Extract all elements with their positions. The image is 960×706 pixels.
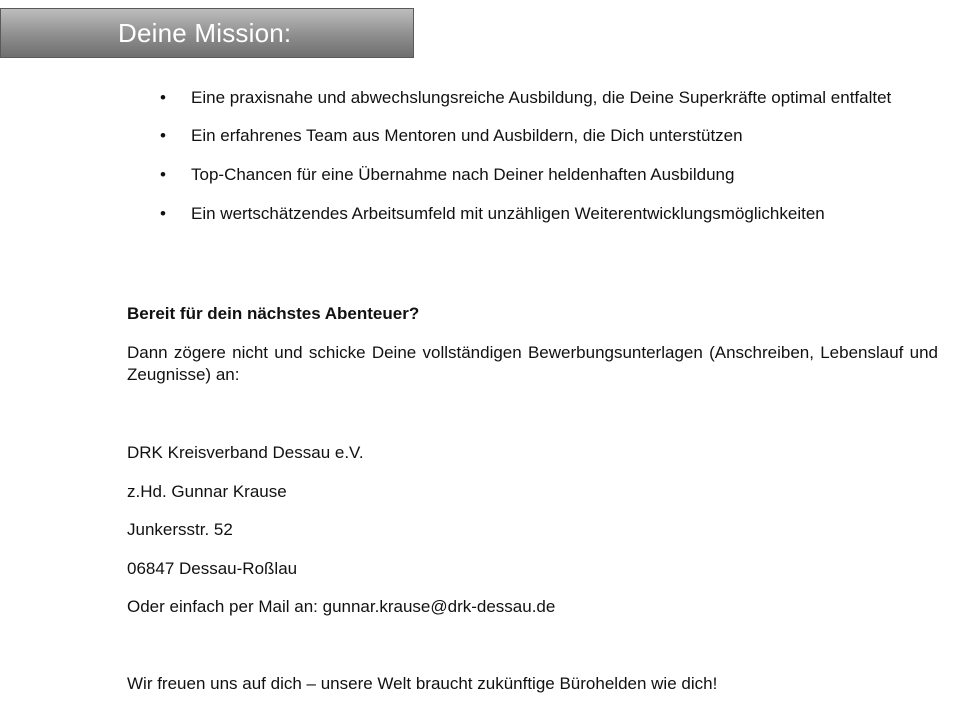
address-city: 06847 Dessau-Roßlau <box>127 559 298 578</box>
bullet-icon: • <box>160 126 166 145</box>
mission-header <box>0 8 414 58</box>
email-prefix: Oder einfach per Mail an: <box>127 597 323 616</box>
benefit-text: Ein erfahrenes Team aus Mentoren und Ausbildern, die Dich unterstützen <box>191 126 743 145</box>
address-street: Junkersstr. 52 <box>127 520 233 539</box>
benefit-text: Eine praxisnahe und abwechslungsreiche Ausbildung, die Deine Superkräfte optimal entfaltet <box>191 88 892 107</box>
mission-title: Deine Mission: <box>118 18 292 48</box>
application-text: Dann zögere nicht und schicke Deine vollständigen Bewerbungsunterlagen (Anschreiben, Lebenslauf und Zeugnisse) an: <box>127 343 938 384</box>
application-heading: Bereit für dein nächstes Abenteuer? <box>127 304 420 323</box>
benefit-item <box>158 164 938 186</box>
benefit-text: Top-Chancen für eine Übernahme nach Deiner heldenhaften Ausbildung <box>191 165 735 184</box>
benefit-item <box>158 125 938 147</box>
benefit-item <box>158 87 938 109</box>
benefits-list <box>158 87 938 225</box>
benefit-item <box>158 203 938 225</box>
email-line <box>127 596 938 618</box>
bullet-icon: • <box>160 88 166 107</box>
closing-text: Wir freuen uns auf dich – unsere Welt braucht zukünftige Bürohelden wie dich! <box>127 674 718 693</box>
bullet-icon: • <box>160 204 166 223</box>
address-attention: z.Hd. Gunnar Krause <box>127 482 287 501</box>
address-organization: DRK Kreisverband Dessau e.V. <box>127 443 364 462</box>
benefit-text: Ein wertschätzendes Arbeitsumfeld mit unzähligen Weiterentwicklungsmöglichkeiten <box>191 204 825 223</box>
bullet-icon: • <box>160 165 166 184</box>
email-address[interactable]: gunnar.krause@drk-dessau.de <box>322 597 556 616</box>
